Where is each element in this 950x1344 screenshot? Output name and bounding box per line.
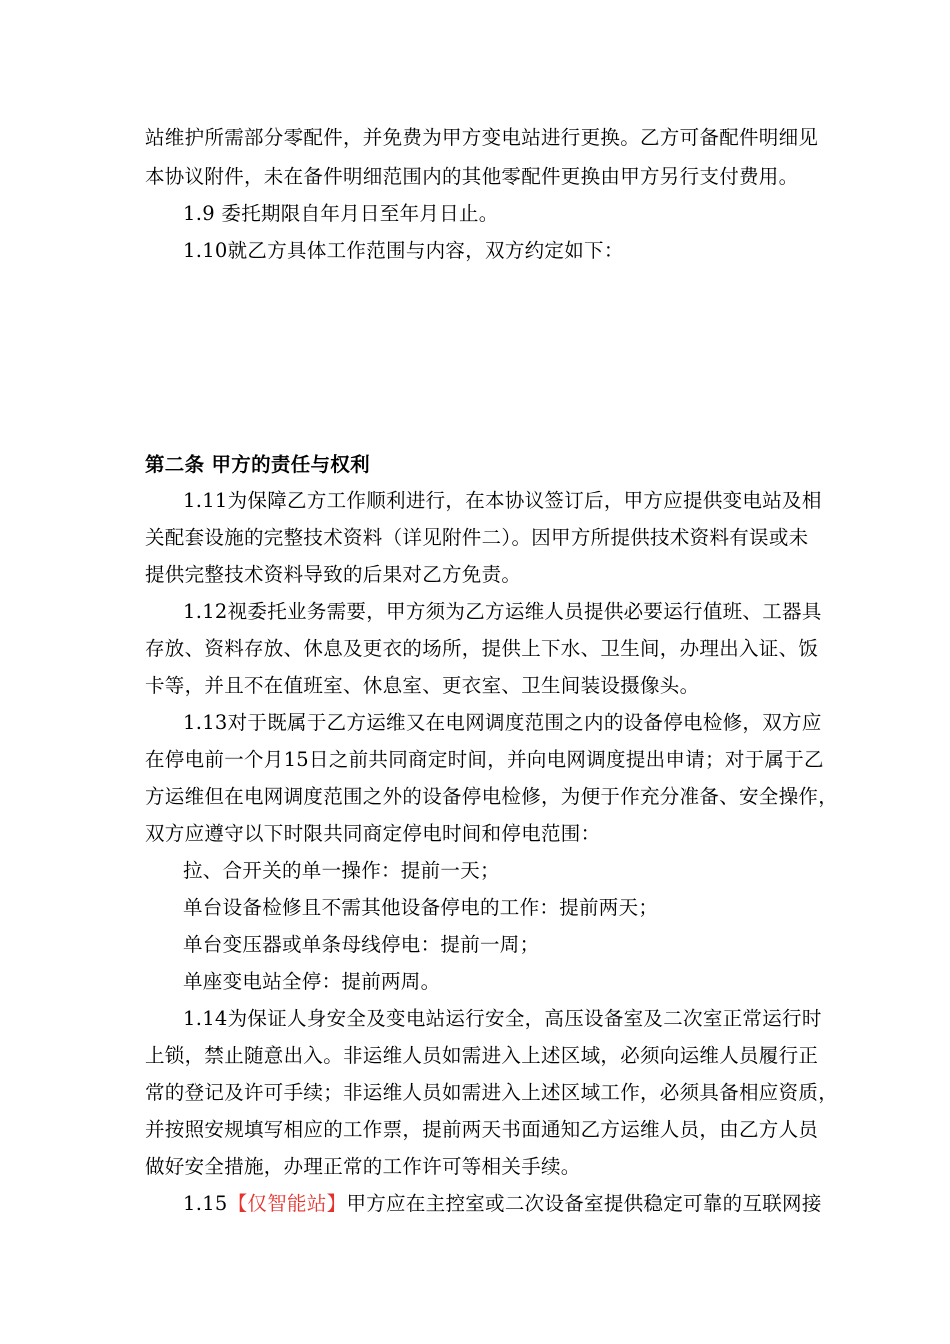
paragraph-line: 方运维但在电网调度范围之外的设备停电检修，为便于作充分准备、安全操作， [145, 785, 839, 808]
paragraph-line: 提供完整技术资料导致的后果对乙方免责。 [145, 563, 522, 586]
paragraph-line: 双方应遵守以下时限共同商定停电时间和停电范围： [145, 822, 601, 845]
list-item: 单台变压器或单条母线停电：提前一周； [183, 933, 540, 956]
paragraph-line: 卡等，并且不在值班室、休息室、更衣室、卫生间装设摄像头。 [145, 674, 700, 697]
paragraph-line: 做好安全措施，办理正常的工作许可等相关手续。 [145, 1155, 581, 1178]
paragraph-line: 关配套设施的完整技术资料（详见附件二）。因甲方所提供技术资料有误或未 [145, 526, 809, 549]
section-heading: 第二条 甲方的责任与权利 [145, 453, 370, 476]
paragraph-line: 上锁，禁止随意出入。非运维人员如需进入上述区域，必须向运维人员履行正 [145, 1044, 819, 1067]
clause-1-11: 1.11为保障乙方工作顺利进行，在本协议签订后，甲方应提供变电站及相 [183, 489, 822, 512]
list-item: 单台设备检修且不需其他设备停电的工作：提前两天； [183, 896, 659, 919]
clause-1-14: 1.14为保证人身安全及变电站运行安全，高压设备室及二次室正常运行时 [183, 1007, 822, 1030]
clause-1-13: 1.13对于既属于乙方运维又在电网调度范围之内的设备停电检修，双方应 [183, 711, 822, 734]
paragraph-line: 本协议附件，未在备件明细范围内的其他零配件更换由甲方另行支付费用。 [145, 165, 799, 188]
list-item: 单座变电站全停：提前两周。 [183, 970, 441, 993]
paragraph-line: 在停电前一个月15日之前共同商定时间，并向电网调度提出申请；对于属于乙 [145, 748, 824, 771]
clause-number: 1.15 [183, 1192, 228, 1215]
list-item: 拉、合开关的单一操作：提前一天； [183, 859, 500, 882]
clause-1-12: 1.12视委托业务需要，甲方须为乙方运维人员提供必要运行值班、工器具 [183, 600, 822, 623]
paragraph-line: 并按照安规填写相应的工作票，提前两天书面通知乙方运维人员，由乙方人员 [145, 1118, 819, 1141]
paragraph-line: 站维护所需部分零配件，并免费为甲方变电站进行更换。乙方可备配件明细见 [145, 126, 819, 149]
paragraph-line: 常的登记及许可手续；非运维人员如需进入上述区域工作，必须具备相应资质， [145, 1081, 839, 1104]
clause-text: 甲方应在主控室或二次设备室提供稳定可靠的互联网接 [346, 1192, 822, 1215]
clause-1-10: 1.10就乙方具体工作范围与内容，双方约定如下： [183, 239, 624, 262]
clause-1-9: 1.9 委托期限自年月日至年月日止。 [183, 202, 499, 225]
clause-1-15 [183, 1192, 822, 1216]
smart-station-tag: 【仅智能站】 [227, 1192, 347, 1215]
paragraph-line: 存放、资料存放、休息及更衣的场所，提供上下水、卫生间，办理出入证、饭 [145, 637, 819, 660]
